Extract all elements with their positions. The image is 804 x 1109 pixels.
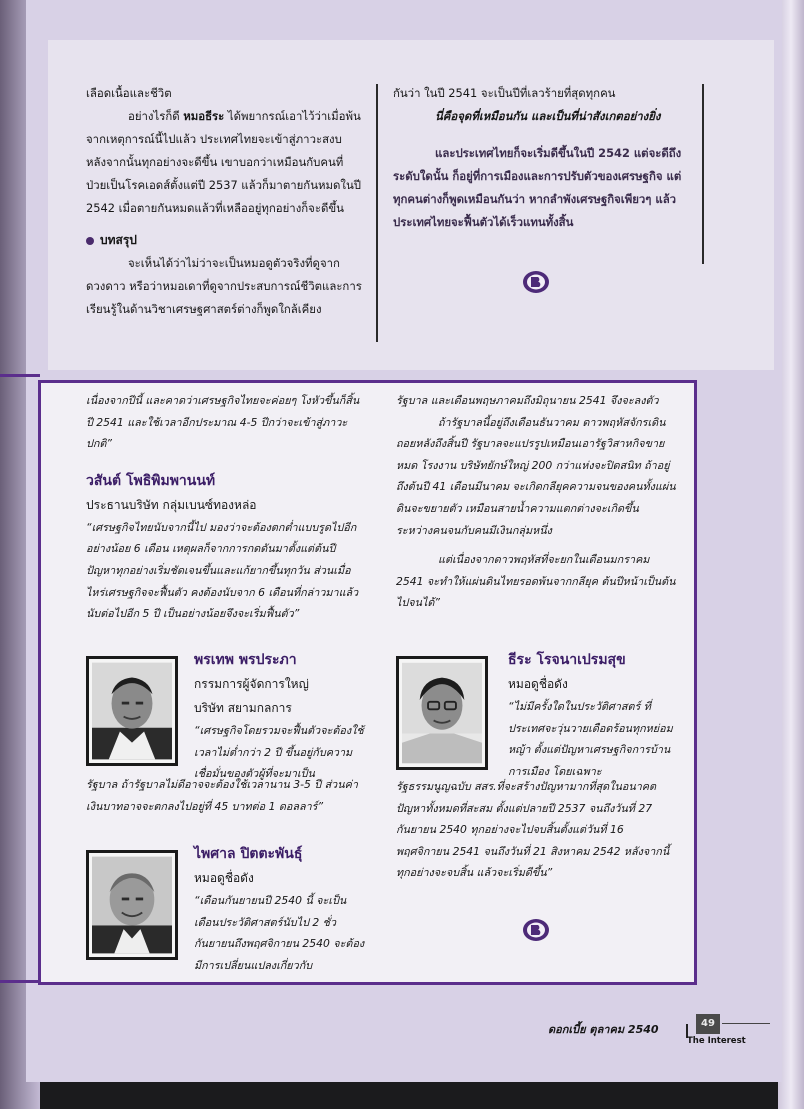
column-divider-right <box>702 84 704 264</box>
quote-wasan: “เศรษฐกิจไทยนับจากนี้ไป มองว่าจะต้องตกต่ำแบบรูดไปอีกอย่างน้อย 6 เดือน เหตุผลก็จากการกดดันมาตั้งแต่ต้นปี ปัญหาทุกอย่างเริ่มชัดเจนขึ้นและแก้ยากขึ้นทุกวัน ส่วนเมื่อไหร่เศรษฐกิจจะฟื้นตัว คงต้องนับจาก 6 เดือนที่กล่าวมาแล้วนับต่อไปอีก 5 ปี เป็นอย่างน้อยจึงจะเริ่มฟื้นตัว” <box>86 520 359 621</box>
top-left-line0: เลือดเนื้อและชีวิต <box>86 86 172 100</box>
section-rule-bottom <box>0 980 40 983</box>
person-name-wasan: วสันต์ โพธิพิมพานนท์ <box>86 472 216 489</box>
top-right-line0: กันว่า ในปี 2541 จะเป็นปีที่เลวร้ายที่สุดทุกคน <box>393 86 616 100</box>
top-left-paragraph-1: อย่างไรก็ดี หมอธีระ ได้พยากรณ์เอาไว้ว่าเมื่อพ้นจากเหตุการณ์นี้ไปแล้ว ประเทศไทยจะเข้าสู่ภาวะสงบ หลังจากนั้นทุกอย่างจะดีขึ้น เขาบอกว่าเหมือนกับคนที่ป่วยเป็นโรคเอดส์ตั้งแต่ปี 2537 แล้วก็มาตายกันหมดในปี 2542 เมื่อตายกันหมดแล้วที่เหลืออยู่ทุกอย่างก็จะดีขึ้น <box>86 109 361 215</box>
top-right-conclusion: และประเทศไทยก็จะเริ่มดีขึ้นในปี 2542 แต่จะดีถึงระดับใดนั้น ก็อยู่ที่การเมืองและการปรับตัวของเศรษฐกิจ แต่ทุกคนต่างก็พูดเหมือนกันว่า หากลำพังเศรษฐกิจเพียวๆ แล้วประเทศไทยจะฟื้นตัวได้เร็วแทนทั้งสิ้น <box>393 146 682 229</box>
person-name-paisal: ไพศาล ปิตตะพันธุ์ <box>194 846 303 862</box>
top-left-paragraph-2: จะเห็นได้ว่าไม่ว่าจะเป็นหมอดูตัวจริงที่ดูจากดวงดาว หรือว่าหมอเดาที่ดูจากประสบการณ์ชีวิตและการเรียนรู้ในด้านวิชาเศรษฐศาสตร์ต่างก็พูดใกล้เคียง <box>86 256 362 316</box>
column-divider <box>376 84 378 342</box>
photo-pornthep <box>86 656 178 766</box>
quote-pornthep-b: รัฐบาล ถ้ารัฐบาลไม่ดีอาจจะต้องใช้เวลานาน 3-5 ปี ส่วนค่าเงินบาทอาจจะตกลงไปอยู่ที่ 45 บาทต่อ 1 ดอลลาร์” <box>86 778 358 813</box>
person-role-wasan: ประธานบริษัท กลุ่มเบนซ์ทองหล่อ <box>86 497 257 512</box>
top-right-column <box>393 82 683 234</box>
person-name-pornthep: พรเทพ พรประภา <box>194 652 297 668</box>
section-heading: บทสรุป <box>86 228 362 252</box>
photo-paisal <box>86 850 178 960</box>
top-left-column <box>86 82 362 321</box>
magazine-logo-icon <box>522 918 550 942</box>
quote-teera-b: รัฐธรรมนูญฉบับ สสร.ที่จะสร้างปัญหามากที่สุดในอนาคต ปัญหาทั้งหมดที่สะสม ตั้งแต่ปลายปี 2537 จนถึงวันที่ 27 กันยายน 2540 ทุกอย่างจะไปจบสิ้นตั้งแต่วันที่ 16 พฤศจิกายน 2541 จนถึงวันที่ 21 สิงหาคม 2542 หลังจากนี้ทุกอย่างจะจบสิ้น แล้วจะเริ่มดีขึ้น” <box>396 780 670 880</box>
top-right-emphasis: นี่คือจุดที่เหมือนกัน และเป็นที่น่าสังเกตอย่างยิ่ง <box>435 109 661 123</box>
teera-block <box>508 648 680 782</box>
bullet-icon <box>86 237 94 245</box>
person-role-pornthep-2: บริษัท สยามกลการ <box>194 701 292 715</box>
footer-rule <box>722 1023 770 1024</box>
person-role-teera: หมอดูชื่อดัง <box>508 677 568 691</box>
pornthep-block <box>194 648 366 785</box>
page-number: 49 <box>696 1014 720 1034</box>
section-rule <box>0 374 40 377</box>
photo-teera <box>396 656 488 770</box>
footer-issue-title: ดอกเบี้ย ตุลาคม 2540 <box>548 1023 659 1036</box>
box-right-para2: ถ้ารัฐบาลนี้อยู่ถึงเดือนธันวาคม ดาวพฤหัสจักรเดินถอยหลังถึงสิ้นปี รัฐบาลจะแปรรูปเหมือนเอารัฐวิสาหกิจขายหมด โรงงาน บริษัทยักษ์ใหญ่ 200 กว่าแห่งจะปิดสนิท ถ้าอยู่ถึงต้นปี 41 เดือนมีนาคม จะเกิดกลียุคความจนของคนทั้งแผ่นดินจะขยายตัว เหมือนสายน้ำความแตกต่างจะเกิดขึ้น ระหว่างคนจนกับคนมีเงินกลุ่มหนึ่ง <box>396 415 676 537</box>
box-right-para3: แต่เนื่องจากดาวพฤหัสที่จะยกในเดือนมกราคม 2541 จะทำให้แผ่นดินไทยรอดพ้นจากกลียุค ต้นปีหน้าเป็นต้นไปจนได้” <box>396 553 676 610</box>
name-highlight: หมอธีระ <box>183 109 225 123</box>
quote-paisal: “เดือนกันยายนปี 2540 นี้ จะเป็นเดือนประวัติศาสตร์นับไป 2 ชั่วกันยายนถึงพฤศจิกายน 2540 จะต้องมีการเปลี่ยนแปลงเกี่ยวกับ <box>194 894 365 972</box>
portrait-icon <box>402 662 482 764</box>
box-right-para1: รัฐบาล และเดือนพฤษภาคมถึงมิถุนายน 2541 จึงจะลงตัว <box>396 394 659 407</box>
magazine-logo-icon <box>522 270 550 294</box>
paisal-block <box>194 842 366 976</box>
quote-pornthep-a: “เศรษฐกิจโดยรวมจะฟื้นตัวจะต้องใช้เวลาไม่ต่ำกว่า 2 ปี ขึ้นอยู่กับความเชื่อมั่นของตัวผู้ที่จะมาเป็น <box>194 724 364 781</box>
person-role-paisal: หมอดูชื่อดัง <box>194 871 254 885</box>
person-role-pornthep-1: กรรมการผู้จัดการใหญ่ <box>194 677 309 691</box>
person-name-teera: ธีระ โรจนาเปรมสุข <box>508 652 626 668</box>
box-left-intro: เนื่องจากปีนี้ และคาดว่าเศรษฐกิจไทยจะค่อยๆ โงหัวขึ้นก็สิ้นปี 2541 และใช้เวลาอีกประมาณ 4-5 ปีกว่าจะเข้าสู่ภาวะปกติ” <box>86 394 360 451</box>
pornthep-quote-cont <box>86 774 364 817</box>
portrait-icon <box>92 856 172 954</box>
magazine-name: The Interest <box>687 1036 746 1046</box>
quote-teera-a: “ไม่มีครั้งใดในประวัติศาสตร์ ที่ประเทศจะวุ่นวายเดือดร้อนทุกหย่อมหญ้า ตั้งแต่ปัญหาเศรษฐกิจการบ้านการเมือง โดยเฉพาะ <box>508 700 673 778</box>
teera-quote-cont <box>396 776 678 884</box>
box-left-column <box>86 390 364 625</box>
portrait-icon <box>92 662 172 760</box>
box-right-column <box>396 390 678 614</box>
